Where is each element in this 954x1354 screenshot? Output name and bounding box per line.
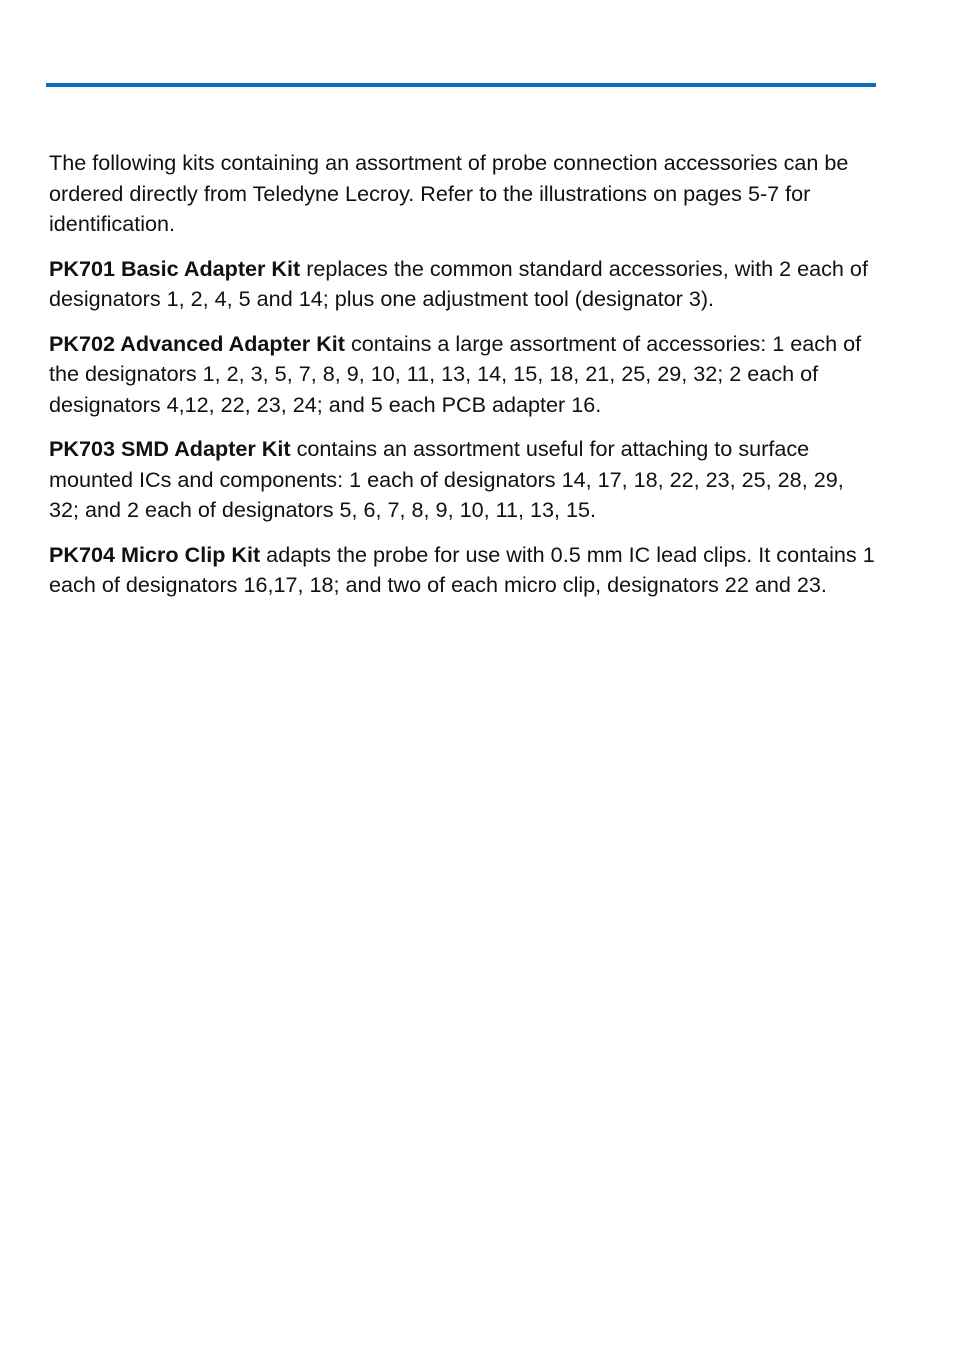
kit-name: PK701 Basic Adapter Kit <box>49 255 301 281</box>
kit-paragraph-pk702 <box>49 329 879 421</box>
kit-name: PK702 Advanced Adapter Kit <box>49 330 345 356</box>
kit-paragraph-pk703 <box>49 434 879 526</box>
kit-description: contains a large assortment of accessories: 1 each of the designators 1, 2, 3, 5, 7, 8, 9, 10, 11, 13, 14, 15, 18, 21, 25, 29, 32; 2 each of designators 4,12, 22, 23, 24; and 5 each PCB adapter 16. <box>49 330 862 417</box>
kit-description: contains an assortment useful for attaching to surface mounted ICs and components: 1 each of designators 14, 17, 18, 22, 23, 25, 28, 29, 32; and 2 each of designators 5, 6, 7, 8, 9, 10, 11, 13, 15. <box>49 436 844 522</box>
kit-name: PK704 Micro Clip Kit <box>49 541 261 567</box>
kit-description: adapts the probe for use with 0.5 mm IC lead clips. It contains 1 each of designators 16,17, 18; and two of each micro clip, designators 22 and 23. <box>49 541 875 597</box>
kit-name: PK703 SMD Adapter Kit <box>49 436 291 461</box>
document-body <box>49 148 879 615</box>
header-rule <box>46 83 876 87</box>
intro-paragraph: The following kits containing an assortment of probe connection accessories can be ordered directly from Teledyne Lecroy. Refer to the illustrations on pages 5-7 for identification. <box>49 150 849 236</box>
kit-description: replaces the common standard accessories, with 2 each of designators 1, 2, 4, 5 and 14; plus one adjustment tool (designator 3). <box>49 255 868 311</box>
kit-paragraph-pk704 <box>49 540 879 601</box>
kit-paragraph-pk701 <box>49 254 879 315</box>
